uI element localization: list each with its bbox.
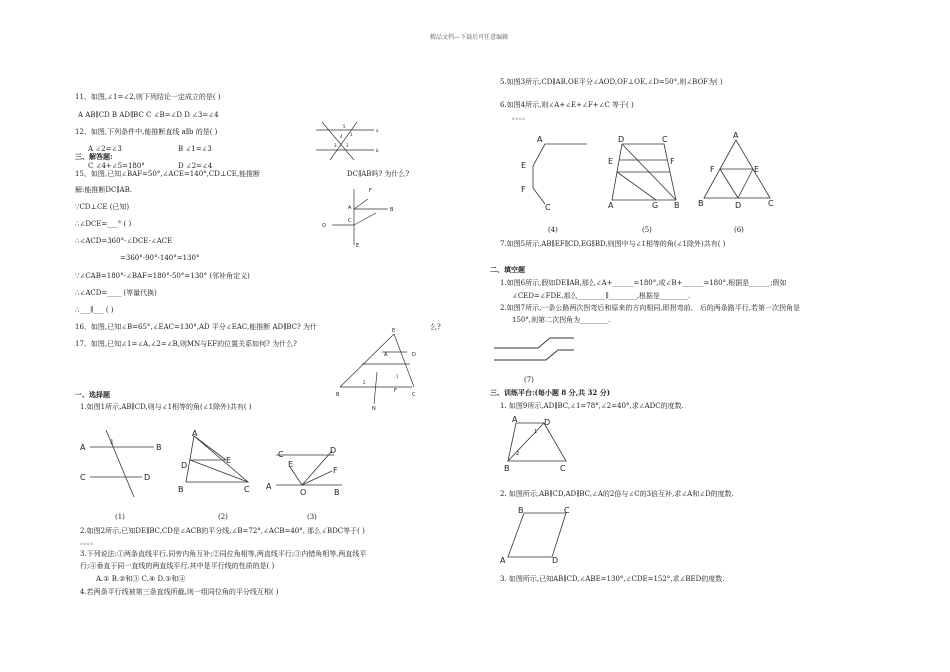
svg-text:B: B: [156, 443, 162, 452]
question-12-option-a: A ∠2=∠3: [88, 145, 122, 153]
svg-text:B: B: [336, 392, 340, 398]
question-16-continued: 么?: [430, 323, 441, 331]
step-3: ∴∠ACD=360°-∠DCE-∠ACE: [75, 237, 173, 245]
section-1-title: 一、选择题: [75, 390, 110, 399]
figure-6-caption: (6): [734, 226, 744, 234]
svg-text:3: 3: [334, 143, 337, 148]
svg-text:5: 5: [343, 124, 346, 129]
fill-question-1-continued: ∠CED=∠FDE,那么________∥________,根据是________.: [512, 292, 691, 300]
figure-1-caption: (1): [115, 513, 125, 521]
dots-right: 。。。。: [512, 113, 530, 121]
svg-text:G: G: [652, 201, 659, 210]
section-3-training-title: 三、训练平台:(每小题 8 分,共 32 分): [490, 388, 611, 397]
training-question-1: 1. 如图9所示,AD∥BC,∠1=78°,∠2=40°,求∠ADC的度数.: [500, 402, 684, 410]
svg-text:E: E: [356, 243, 360, 249]
svg-text:E: E: [392, 328, 396, 334]
svg-text:A: A: [733, 131, 739, 140]
choice-question-4: 4.若两条平行线被第三条直线所截,则一组同位角的平分线互相( ): [80, 588, 279, 596]
fill-question-2: 2.如图7所示,一条公路两次拐弯后和原来的方向相同,即拐弯前、 后的两条路平行,若第一次拐角是: [500, 304, 801, 312]
figure-2-caption: (2): [218, 513, 228, 521]
svg-text:F: F: [710, 165, 715, 174]
figure-7-road: [490, 330, 580, 370]
choice-question-2: 2.如图2所示,已知DE∥BC,CD是∠ACB的平分线,∠B=72°,∠ACB=40°, 那么∠BDC等于( ): [80, 527, 365, 535]
question-12-option-b: B ∠1=∠3: [178, 145, 212, 153]
svg-text:F: F: [670, 157, 675, 166]
fill-question-2-continued: 150°,则第二次拐角为________.: [512, 316, 611, 324]
section-2-title: 二、填空题: [490, 265, 525, 274]
figure-parallelogram: [500, 505, 580, 565]
svg-text:D: D: [412, 352, 416, 358]
svg-text:1: 1: [110, 439, 114, 446]
svg-text:F: F: [369, 188, 372, 194]
question-15: 15、如图,已知∠BAF=50°,∠ACE=140°,CD⊥CE,能推断: [75, 170, 261, 178]
figure-9: [500, 415, 580, 473]
dots-left: 。。。。: [80, 538, 98, 546]
svg-text:B: B: [674, 201, 680, 210]
svg-text:A: A: [512, 415, 518, 424]
step-5: ∵∠CAB=180°-∠BAF=180°-50°=130° (邻补角定义): [75, 272, 250, 280]
svg-text:C: C: [545, 203, 551, 212]
choice-question-3: 3.下列说法:①两条直线平行,同旁内角互补;②同位角相等,两直线平行;③内错角相等,两直线平: [80, 550, 367, 558]
figure-1: [78, 425, 168, 500]
svg-text:O: O: [322, 223, 326, 229]
svg-text:C: C: [412, 392, 416, 398]
svg-text:B: B: [698, 199, 704, 208]
svg-text:A: A: [348, 205, 352, 211]
svg-text:B: B: [518, 506, 524, 515]
question-17: 17、如图,已知∠1=∠A,∠2=∠B,则MN与EF的位置关系如何? 为什么?: [75, 340, 297, 348]
svg-text:C: C: [768, 199, 774, 208]
svg-text:1: 1: [534, 429, 538, 435]
figure-3: [266, 445, 346, 500]
svg-text:D: D: [330, 446, 337, 455]
svg-text:B: B: [178, 485, 184, 494]
question-11: 11、如图,∠1=∠2,则下列结论一定成立的是( ): [75, 93, 221, 101]
svg-text:D: D: [552, 556, 559, 565]
svg-text:C: C: [564, 506, 570, 515]
svg-text:A: A: [192, 429, 198, 438]
question-16: 16、如图,已知∠B=65°,∠EAC=130°,AD 平分∠EAC,能推断 AD∥BC? 为什: [75, 323, 317, 331]
choice-question-3-options: A.① B.②和③ C.④ D.①和④: [96, 575, 186, 583]
step-4: =360°-90°-140°=130°: [120, 254, 200, 262]
figure-3-caption: (3): [307, 513, 317, 521]
svg-text:F: F: [521, 185, 526, 194]
question-12-option-d: D ∠2=∠4: [178, 162, 213, 170]
step-6: ∴∠ACD=____ (等量代换): [75, 289, 157, 297]
svg-text:D: D: [144, 473, 151, 482]
svg-text:B: B: [334, 488, 340, 497]
choice-question-7: 7.如图5所示,AB∥EF∥CD,EG∥BD,则图中与∠1相等的角(∠1除外)共有( ): [500, 240, 726, 248]
question-11-options: A AB∥CD B AD∥BC C ∠B=∠D D ∠3=∠4: [78, 111, 219, 119]
figure-6: [698, 130, 783, 212]
svg-text:E: E: [608, 157, 614, 166]
figure-q12-parallel-lines: [312, 120, 382, 165]
figure-5: [604, 130, 689, 212]
svg-text:A: A: [384, 352, 388, 358]
question-12: 12、如图,下列条件中,能推断直线 a∥b 的是( ): [75, 128, 218, 136]
question-12-option-c: C ∠4+∠5=180°: [88, 162, 145, 170]
figure-7-caption: (7): [524, 376, 534, 384]
choice-question-5: 5.如图3所示,CD∥AB,OE平分∠AOD,OF⊥OE,∠D=50°,则∠BOF为( ): [500, 78, 723, 86]
svg-text:C: C: [348, 218, 352, 224]
figure-4: [515, 130, 595, 212]
figure-5-caption: (5): [642, 226, 652, 234]
choice-question-3-continued: 行;④垂直于同一直线的两直线平行,其中是平行线的性质的是( ): [80, 562, 275, 570]
svg-text:4: 4: [340, 134, 343, 139]
figure-q15: [318, 185, 403, 255]
fill-question-1: 1.如图6所示,假如DE∥AB,那么∠A+______=180°,或∠B+______=180°,根据是______;假如: [500, 279, 787, 287]
svg-text:b: b: [376, 148, 379, 153]
solution-line: 解:能推断DC∥AB.: [75, 186, 132, 194]
svg-text:B: B: [504, 464, 510, 473]
svg-text:A: A: [537, 135, 543, 144]
svg-text:A: A: [500, 556, 506, 565]
figure-4-caption: (4): [548, 226, 558, 234]
svg-text:D: D: [181, 461, 188, 470]
section-3-title: 三、解答题:: [75, 152, 113, 161]
svg-text:N: N: [372, 406, 376, 412]
choice-question-1: 1.如图1所示,AB∥CD,则与∠1相等的角(∠1除外)共有( ): [80, 403, 252, 411]
page-header: 精品文档---下载后可任意编辑: [430, 34, 509, 41]
svg-text:B: B: [390, 207, 394, 213]
svg-text:D: D: [735, 201, 742, 210]
svg-text:1: 1: [350, 132, 353, 137]
svg-text:C: C: [244, 485, 250, 494]
svg-text:A: A: [608, 201, 614, 210]
svg-text:D: D: [544, 418, 551, 427]
svg-text:a: a: [376, 128, 379, 133]
svg-text:D: D: [618, 135, 625, 144]
svg-text:2: 2: [346, 143, 349, 148]
step-1: ∵CD⊥CE (已知): [75, 203, 130, 211]
svg-text:E: E: [754, 165, 760, 174]
training-question-3: 3. 如图所示,已知AB∥CD,∠ABE=130°,∠CDE=152°,求∠BED的度数.: [500, 575, 725, 583]
svg-text:2: 2: [516, 451, 520, 457]
svg-text:C: C: [278, 450, 284, 459]
svg-text:F: F: [333, 466, 338, 475]
step-2: ∴∠DCE=___° ( ): [75, 220, 132, 228]
svg-text:1: 1: [396, 374, 399, 379]
svg-text:A: A: [80, 443, 86, 452]
step-7: ∴___∥___ ( ): [75, 306, 114, 314]
question-15-continued: DC∥AB吗? 为什么?: [347, 170, 410, 178]
svg-text:E: E: [521, 161, 527, 170]
figure-2: [176, 428, 261, 498]
svg-text:C: C: [80, 473, 86, 482]
svg-text:C: C: [662, 135, 668, 144]
svg-text:F: F: [394, 388, 397, 394]
figure-q16-q17: [332, 322, 422, 412]
choice-question-6: 6.如图4所示,则∠A+∠E+∠F+∠C 等于( ): [500, 101, 634, 109]
training-question-2: 2. 如图所示,AB∥CD,AD∥BC,∠A的2倍与∠C的3倍互补,求∠A和∠D的度数.: [500, 490, 734, 498]
svg-text:O: O: [300, 488, 307, 497]
svg-text:E: E: [288, 460, 294, 469]
svg-text:2: 2: [363, 380, 366, 385]
svg-text:C: C: [560, 464, 566, 473]
svg-text:A: A: [266, 482, 272, 491]
svg-text:E: E: [226, 456, 232, 465]
